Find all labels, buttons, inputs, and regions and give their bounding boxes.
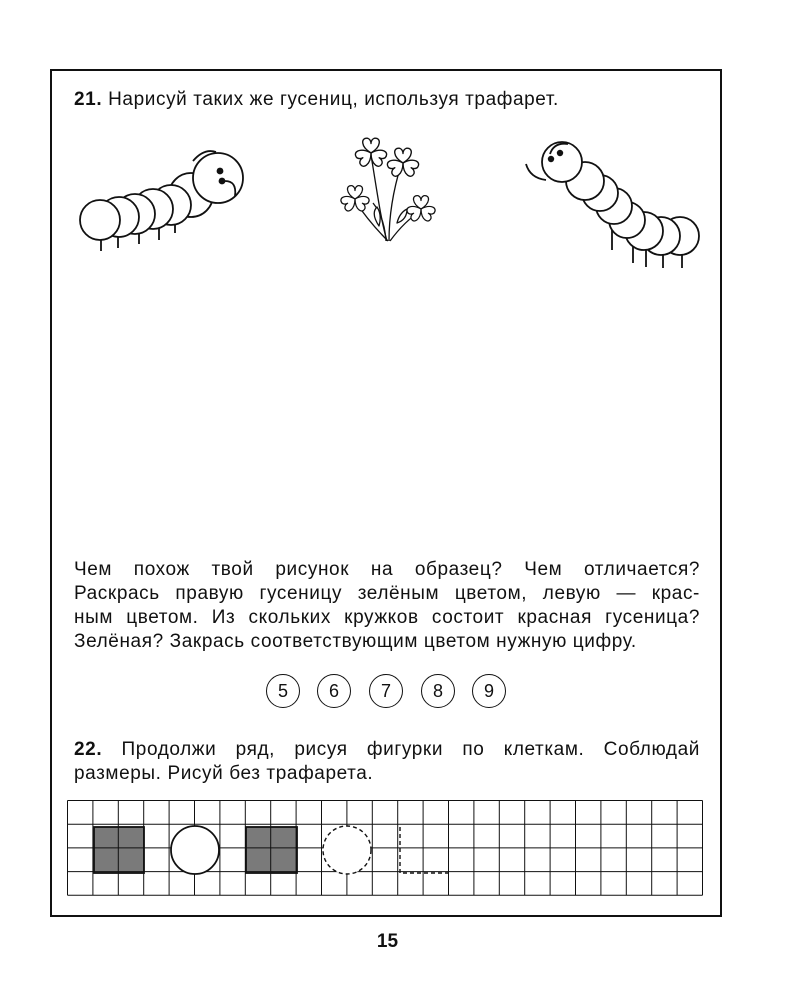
drawing-grid[interactable]: [67, 800, 705, 896]
task-22-line-1: 22. Продолжи ряд, рисуя фигурки по клеткам. Соблюдай: [74, 739, 700, 760]
digit-circle-8[interactable]: 8: [421, 674, 455, 708]
question-line-2: Раскрась правую гусеницу зелёным цветом, левую — крас-: [74, 583, 700, 604]
task-21-number: 21.: [74, 89, 103, 110]
digit-circle-5[interactable]: 5: [266, 674, 300, 708]
gray-square-1: [94, 827, 144, 873]
question-line-1: Чем похож твой рисунок на образец? Чем отличается?: [74, 559, 700, 580]
question-line-4: Зелёная? Закрась соответствующим цветом нужную цифру.: [74, 631, 637, 652]
gray-square-2: [246, 827, 297, 873]
task-22-line-2: размеры. Рисуй без трафарета.: [74, 763, 374, 784]
right-caterpillar: [520, 138, 705, 273]
circle-shape: [171, 826, 219, 874]
task-22-number: 22.: [74, 739, 103, 760]
digit-circle-7[interactable]: 7: [369, 674, 403, 708]
question-line-3: ным цветом. Из скольких кружков состоит красная гусеница?: [74, 607, 700, 628]
left-caterpillar: [75, 135, 250, 260]
dashed-circle-shape: [323, 826, 371, 874]
digit-circle-9[interactable]: 9: [472, 674, 506, 708]
dashed-l-shape: [400, 827, 449, 873]
task-21-heading: [74, 88, 689, 112]
digit-circle-6[interactable]: 6: [317, 674, 351, 708]
clover-stencil-icon: [343, 131, 439, 246]
task-21-questions: [74, 558, 700, 654]
task-22-text: [74, 738, 700, 786]
page-number: 15: [376, 931, 399, 952]
task-21-instruction: Нарисуй таких же гусениц, используя трафарет.: [108, 89, 559, 110]
